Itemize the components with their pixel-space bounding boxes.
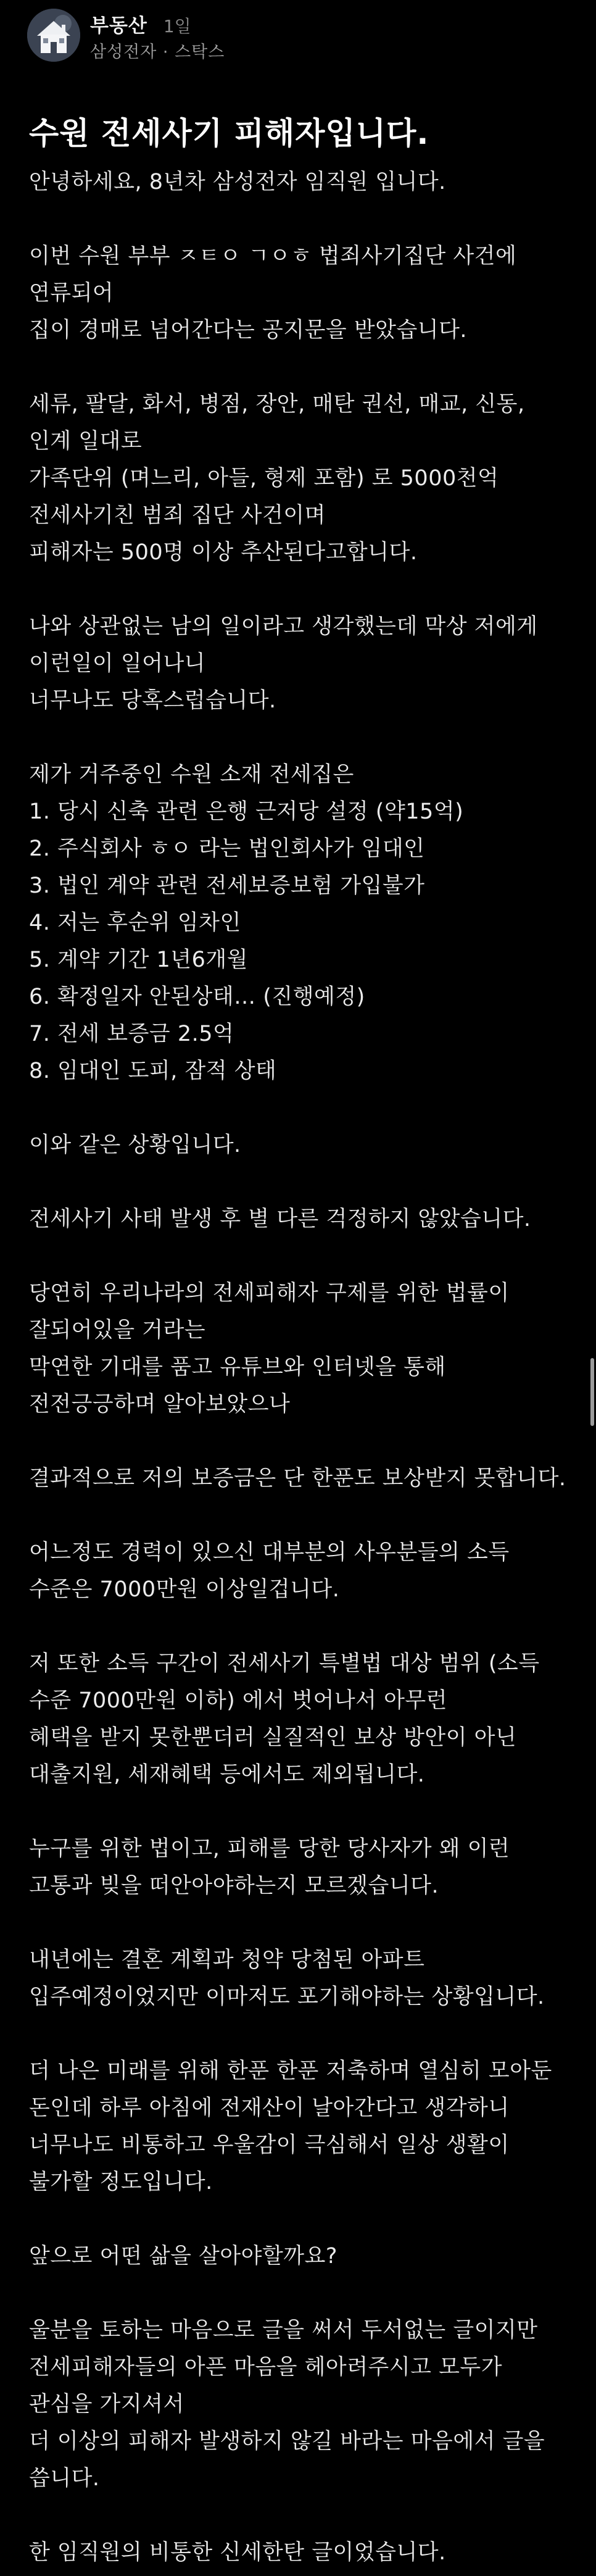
post-paragraph bbox=[29, 2312, 572, 2497]
post-paragraph bbox=[29, 1460, 572, 1497]
paragraph-line: 더 나은 미래를 위해 한푼 한푼 저축하며 열심히 모아둔 돈인데 하루 아침에 전재산이 날아간다고 생각하니 bbox=[29, 2059, 552, 2120]
paragraph-line: 너무나도 당혹스럽습니다. bbox=[29, 688, 276, 713]
post-paragraph bbox=[29, 1201, 572, 1238]
paragraph-line: 가족단위 (며느리, 아들, 형제 포함) 로 5000천억 전세사기친 범죄 집단 사건이며 bbox=[29, 466, 499, 528]
paragraph-line: 막연한 기대를 품고 유튜브와 인터넷을 통해 전전긍긍하며 알아보았으나 bbox=[29, 1355, 446, 1417]
paragraph-line: 더 이상의 피해자 발생하지 않길 바라는 마음에서 글을 씁니다. bbox=[29, 2429, 545, 2491]
post-paragraph bbox=[29, 2238, 572, 2275]
post-paragraph bbox=[29, 608, 572, 719]
paragraph-line: 안녕하세요, 8년차 삼성전자 임직원 입니다. bbox=[29, 170, 446, 194]
paragraph-line: 이번 수원 부부 ㅈㅌㅇ ㄱㅇㅎ 법죄사기집단 사건에 연류되어 bbox=[29, 244, 517, 306]
paragraph-line: 세류, 팔달, 화서, 병점, 장안, 매탄 권선, 매교, 신동, 인계 일대로 bbox=[29, 392, 525, 454]
author-name[interactable]: 부동산 bbox=[90, 15, 147, 37]
paragraph-line: 2. 주식회사 ㅎㅇ 라는 법인회사가 임대인 bbox=[29, 836, 425, 861]
paragraph-line: 6. 확정일자 안된상태… (진행예정) bbox=[29, 985, 365, 1009]
post-paragraph bbox=[29, 386, 572, 571]
scrollbar-thumb[interactable] bbox=[590, 1358, 594, 1426]
paragraph-line: 당연히 우리나라의 전세피해자 구제를 위한 법률이 잘되어있을 거라는 bbox=[29, 1281, 510, 1343]
paragraph-line: 피해자는 500명 이상 추산된다고합니다. bbox=[29, 540, 418, 565]
paragraph-line: 전세피해자들의 아픈 마음을 헤아려주시고 모두가 관심을 가지셔서 bbox=[29, 2355, 503, 2417]
post-paragraph bbox=[29, 1830, 572, 1904]
post-paragraph bbox=[29, 1127, 572, 1164]
author-row bbox=[90, 10, 191, 38]
paragraph-line: 집이 경매로 넘어간다는 공지문을 받았습니다. bbox=[29, 318, 468, 343]
paragraph-line: 혜택을 받지 못한뿐더러 실질적인 보상 방안이 아닌 대출지원, 세재혜택 등에서도 제외됩니다. bbox=[29, 1725, 517, 1787]
paragraph-line: 이와 같은 상황입니다. bbox=[29, 1133, 241, 1157]
paragraph-line: 내년에는 결혼 계획과 청약 당첨된 아파트 입주예정이었지만 이마저도 포기해야하는 상황입니다. bbox=[29, 1948, 545, 2009]
paragraph-line: 누구를 위한 법이고, 피해를 당한 당사자가 왜 이런 고통과 빚을 떠안아야하는지 모르겠습니다. bbox=[29, 1836, 510, 1898]
post-paragraph bbox=[29, 2053, 572, 2201]
post-time: 1일 bbox=[163, 16, 191, 36]
paragraph-line: 1. 당시 신축 관련 은행 근저당 설정 (약15억) bbox=[29, 799, 464, 824]
paragraph-line: 3. 법인 계약 관련 전세보증보험 가입불가 bbox=[29, 873, 425, 898]
author-meta: 삼성전자 · 스탁스 bbox=[90, 43, 225, 62]
paragraph-line: 7. 전세 보증금 2.5억 bbox=[29, 1022, 234, 1046]
paragraph-line: 전세사기 사태 발생 후 별 다른 걱정하지 않았습니다. bbox=[29, 1207, 531, 1232]
paragraph-line: 울분을 토하는 마음으로 글을 써서 두서없는 글이지만 bbox=[29, 2318, 538, 2343]
post-paragraph bbox=[29, 238, 572, 349]
paragraph-line: 어느정도 경력이 있으신 대부분의 사우분들의 소득 수준은 7000만원 이상일겁니다. bbox=[29, 1540, 510, 1602]
paragraph-line: 5. 계약 기간 1년6개월 bbox=[29, 948, 248, 972]
paragraph-line: 결과적으로 저의 보증금은 단 한푼도 보상받지 못합니다. bbox=[29, 1466, 566, 1491]
post-paragraph bbox=[29, 756, 572, 1090]
post-paragraph bbox=[29, 1645, 572, 1793]
paragraph-line: 한 임직원의 비통한 신세한탄 글이었습니다. bbox=[29, 2540, 446, 2565]
post-header bbox=[0, 0, 596, 93]
house-avatar-icon[interactable] bbox=[27, 9, 80, 62]
post-paragraph bbox=[29, 1941, 572, 2015]
post-paragraph bbox=[29, 1275, 572, 1423]
post-paragraph bbox=[29, 164, 572, 201]
paragraph-line: 저 또한 소득 구간이 전세사기 특별법 대상 범위 (소득 수준 7000만원 이하) 에서 벗어나서 아무런 bbox=[29, 1651, 540, 1713]
post-title: 수원 전세사기 피해자입니다. bbox=[29, 115, 429, 151]
paragraph-line: 8. 임대인 도피, 잠적 상태 bbox=[29, 1059, 277, 1083]
paragraph-line: 앞으로 어떤 삶을 살아야할까요? bbox=[29, 2244, 337, 2269]
paragraph-line: 제가 거주중인 수원 소재 전세집은 bbox=[29, 762, 354, 787]
paragraph-line: 너무나도 비통하고 우울감이 극심해서 일상 생활이 불가할 정도입니다. bbox=[29, 2133, 510, 2195]
paragraph-line: 4. 저는 후순위 임차인 bbox=[29, 911, 241, 935]
post-paragraph bbox=[29, 2534, 572, 2571]
paragraph-line: 나와 상관없는 남의 일이라고 생각했는데 막상 저에게 이런일이 일어나니 bbox=[29, 614, 538, 676]
post-paragraph bbox=[29, 1534, 572, 1608]
post-body bbox=[29, 164, 572, 2576]
